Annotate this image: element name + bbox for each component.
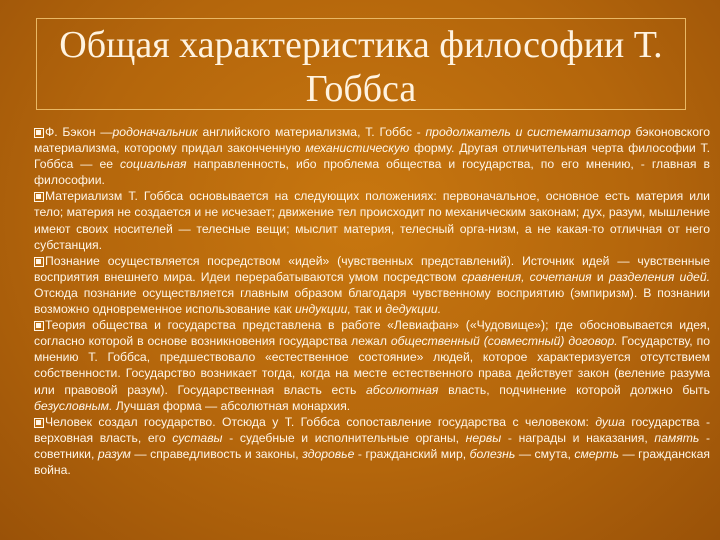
paragraph-text: Познание осуществляется посредством «идей» (чувственных представлений). Источник идей — чувственные восприятия внешнего мира. Идеи перерабатываются умом посредством [34, 253, 710, 284]
square-bullet-icon [34, 257, 43, 266]
emphasized-text: безусловным. [34, 398, 113, 413]
paragraph-text: английского материализма, Т. Гоббс - [197, 125, 426, 139]
paragraph-text: власть, подчинение которой должно быть [438, 382, 710, 397]
paragraph-text: форму. Другая отличительная черта философии Т. Гоббса — ее [34, 141, 711, 172]
paragraph-text: Отсюда познание осуществляется главным образом благодаря чувственному восприятию (эмпиризм). В познании возможно одновременное использование как [34, 285, 710, 317]
emphasized-text: нервы [465, 430, 502, 445]
square-bullet-icon [34, 128, 43, 137]
bullet-paragraph [34, 253, 710, 317]
paragraph-text: государства - верховная власть, его [34, 414, 711, 445]
bullet-paragraph [34, 317, 710, 414]
paragraph-text: — смута, [515, 446, 575, 461]
paragraph-text: бэконовского материализма, которому придал законченную [34, 125, 710, 156]
paragraph-text: так и [350, 302, 386, 317]
square-bullet-icon [34, 321, 43, 330]
bullet-paragraph [34, 124, 710, 188]
emphasized-text: суставы [172, 430, 223, 445]
emphasized-text: общественный (совместный) договор. [390, 334, 618, 349]
emphasized-text: индукции, [294, 302, 351, 317]
emphasized-text: дедукции. [385, 302, 442, 317]
paragraph-text: - судебные и исполнительные органы, [222, 430, 466, 445]
paragraph-text: Лучшая форма — абсолютная монархия. [112, 398, 351, 413]
paragraph-text: Ф. Бэкон — [45, 125, 113, 139]
paragraph-text: Теория общества и государства представлена в работе «Левиафан» («Чудовище»); где обосновывается идея, согласно которой в основе возникновения государства лежал [34, 318, 710, 349]
emphasized-text: продолжатель и систематизатор [425, 125, 631, 139]
emphasized-text: душа [595, 414, 625, 429]
slide-title: Общая характеристика философии Т. Гоббса [59, 24, 663, 110]
slide-body [34, 124, 710, 478]
bullet-paragraph [34, 414, 710, 478]
emphasized-text: социальная [120, 157, 187, 172]
paragraph-text: - гражданский мир, [354, 446, 470, 461]
emphasized-text: память [654, 430, 700, 445]
paragraph-text: — справедливость и законы, [130, 446, 303, 461]
square-bullet-icon [34, 192, 43, 201]
emphasized-text: здоровье [302, 446, 355, 461]
paragraph-text: - советники, [34, 430, 710, 461]
bullet-paragraph [34, 188, 710, 252]
title-box [36, 18, 686, 110]
paragraph-text: - награды и наказания, [501, 430, 655, 445]
paragraph-text: Материализм Т. Гоббса основывается на следующих положениях: первоначальное, основное есть материя или тело; материя не создается и не исчезает; движение тел происходит по механическим законам; дух, разум, мышление имеют своих носителей — телесные вещи; мыслит материя, телесный орга-низм, а не какая-то отличная от него субстанция. [34, 189, 710, 252]
emphasized-text: болезнь [469, 446, 516, 461]
emphasized-text: разделения идей. [608, 269, 710, 284]
paragraph-text: направленность, ибо проблема общества и государства, по его мнению, - главная в философии. [34, 157, 710, 188]
emphasized-text: механистическую [305, 141, 410, 156]
emphasized-text: абсолютная [366, 382, 439, 397]
paragraph-text: Государству, по мнению Т. Гоббса, предшествовало «естественное состояние» людей, которое характеризуется отсутствием собственности. Государство возникает тогда, когда на месте естественного права действует закон (веление разума или правовой разум). Государственная власть есть [34, 334, 710, 397]
paragraph-text: Человек создал государство. Отсюда у Т. Гоббса сопоставление государства с человеком: [45, 414, 596, 429]
emphasized-text: сравнения, сочетания [461, 269, 592, 284]
paragraph-text: — гражданская война. [34, 446, 710, 477]
emphasized-text: родоначальник [112, 125, 198, 139]
emphasized-text: разум [97, 446, 131, 461]
paragraph-text: и [591, 269, 609, 284]
emphasized-text: смерть [574, 446, 619, 461]
square-bullet-icon [34, 418, 43, 427]
